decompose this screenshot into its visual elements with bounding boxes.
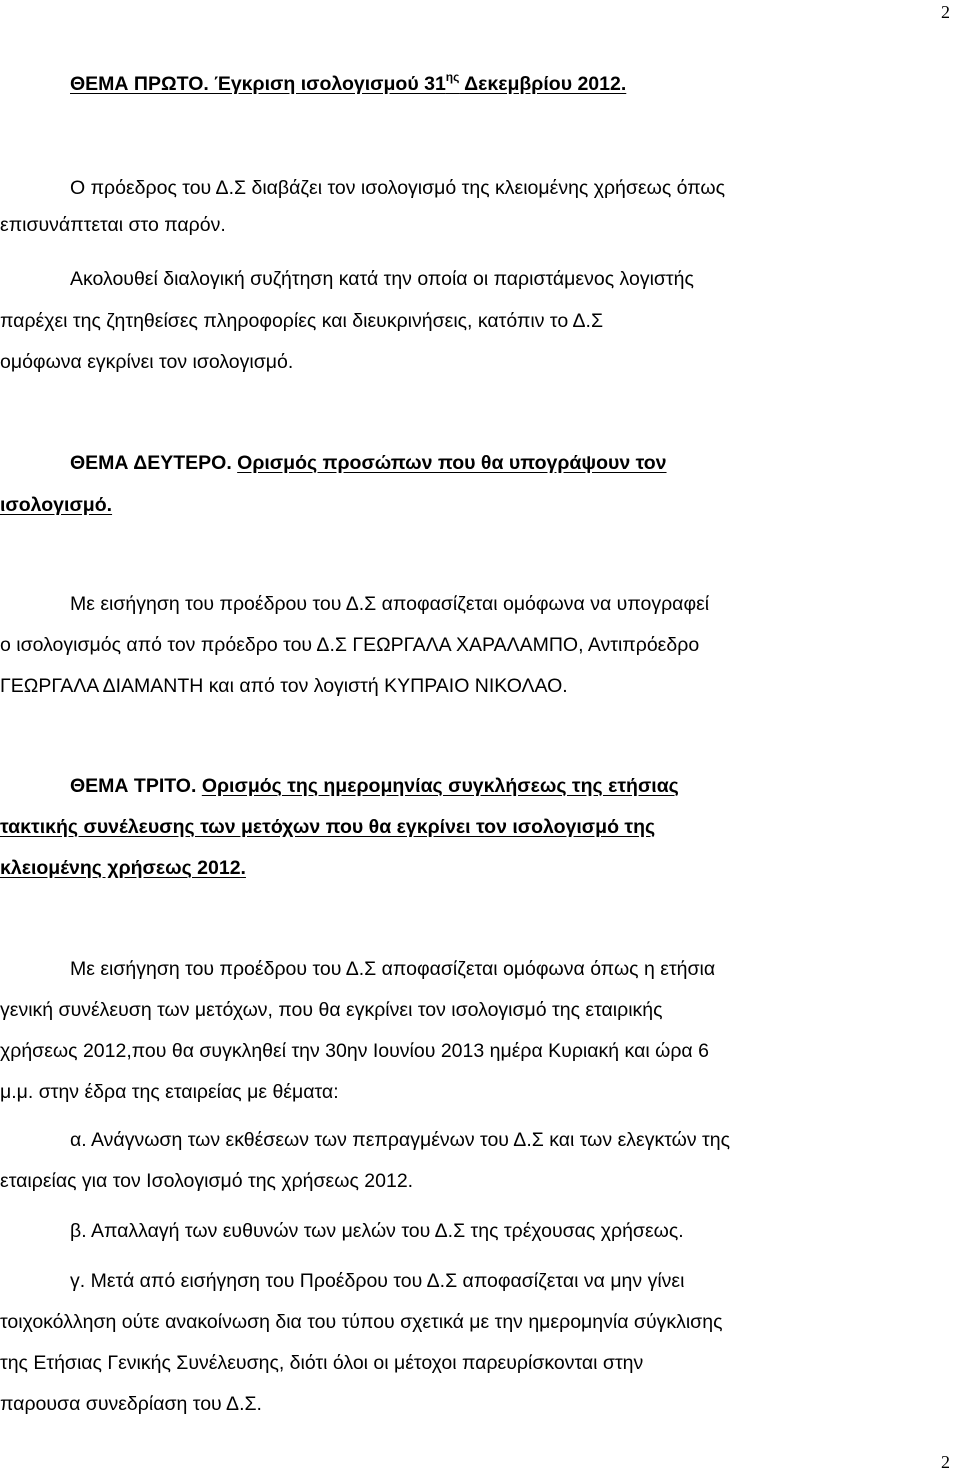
topic2-heading-label: ΘΕΜΑ ΔΕΥΤΕΡΟ.: [70, 452, 232, 474]
topic1-heading-superscript: ης: [445, 70, 460, 84]
page-number-top: 2: [941, 2, 950, 22]
topic2-para-line3: ΓΕΩΡΓΑΛΑ ΔΙΑΜΑΝΤΗ και από τον λογιστή ΚΥΠΡΑΙΟ ΝΙΚΟΛΑΟ.: [0, 675, 568, 697]
topic3-heading-line2: τακτικής συνέλευσης των μετόχων που θα εγκρίνει τον ισολογισμό της: [0, 816, 656, 838]
topic1-heading-date: Δεκεμβρίου 2012.: [459, 73, 627, 95]
topic2-heading-line1: [70, 451, 667, 475]
topic2-para-line1: Με εισήγηση του προέδρου του Δ.Σ αποφασίζεται ομόφωνα να υπογραφεί: [70, 593, 710, 615]
item-c-line2: τοιχοκόλληση ούτε ανακοίνωση δια του τύπου σχετικά με την ημερομηνία σύγκλισης: [0, 1311, 723, 1333]
topic3-para-line3: χρήσεως 2012,που θα συγκληθεί την 30ην Ιουνίου 2013 ημέρα Κυριακή και ώρα 6: [0, 1040, 709, 1062]
topic1-para2-line3: ομόφωνα εγκρίνει τον ισολογισμό.: [0, 351, 294, 373]
item-b: β. Απαλλαγή των ευθυνών των μελών του Δ.Σ της τρέχουσας χρήσεως.: [70, 1220, 684, 1242]
topic3-heading-title: Ορισμός της ημερομηνίας συγκλήσεως της ετήσιας: [201, 775, 679, 797]
topic1-para1-line2: επισυνάπτεται στο παρόν.: [0, 214, 226, 236]
topic1-para1-line1: Ο πρόεδρος του Δ.Σ διαβάζει τον ισολογισμό της κλειομένης χρήσεως όπως: [70, 177, 726, 199]
topic3-para-line1: Με εισήγηση του προέδρου του Δ.Σ αποφασίζεται ομόφωνα όπως η ετήσια: [70, 958, 716, 980]
topic3-heading-label: ΘΕΜΑ ΤΡΙΤΟ.: [70, 775, 197, 797]
topic1-para2-line1: Ακολουθεί διαλογική συζήτηση κατά την οποία οι παριστάμενος λογιστής: [70, 268, 694, 290]
item-c-line4: παρουσα συνεδρίαση του Δ.Σ.: [0, 1393, 262, 1415]
topic1-para2-line2: παρέχει της ζητηθείσες πληροφορίες και διευκρινήσεις, κατόπιν το Δ.Σ: [0, 310, 604, 332]
page-number-bottom: 2: [941, 1452, 950, 1472]
topic3-para-line2: γενική συνέλευση των μετόχων, που θα εγκρίνει τον ισολογισμό της εταιρικής: [0, 999, 663, 1021]
topic2-para-line2: ο ισολογισμός από τον πρόεδρο του Δ.Σ ΓΕΩΡΓΑΛΑ ΧΑΡΑΛΑΜΠΟ, Αντιπρόεδρο: [0, 634, 700, 656]
item-a-line2: εταιρείας για τον Ισολογισμό της χρήσεως 2012.: [0, 1170, 414, 1192]
item-c-line1: γ. Μετά από εισήγηση του Προέδρου του Δ.Σ αποφασίζεται να μην γίνει: [70, 1270, 685, 1292]
topic3-heading-line1: [70, 774, 679, 798]
topic2-heading-title: Ορισμός προσώπων που θα υπογράψουν τον: [237, 452, 667, 474]
topic3-heading-line3: κλειομένης χρήσεως 2012.: [0, 857, 246, 879]
item-a-line1: α. Ανάγνωση των εκθέσεων των πεπραγμένων του Δ.Σ και των ελεγκτών της: [70, 1129, 730, 1151]
topic1-heading: [70, 72, 626, 98]
topic1-heading-text: ΘΕΜΑ ΠΡΩΤΟ. Έγκριση ισολογισμού 31: [70, 73, 446, 95]
item-c-line3: της Ετήσιας Γενικής Συνέλευσης, διότι όλοι οι μέτοχοι παρευρίσκονται στην: [0, 1352, 644, 1374]
topic3-para-line4: μ.μ. στην έδρα της εταιρείας με θέματα:: [0, 1081, 339, 1103]
topic2-heading-line2: ισολογισμό.: [0, 494, 113, 516]
